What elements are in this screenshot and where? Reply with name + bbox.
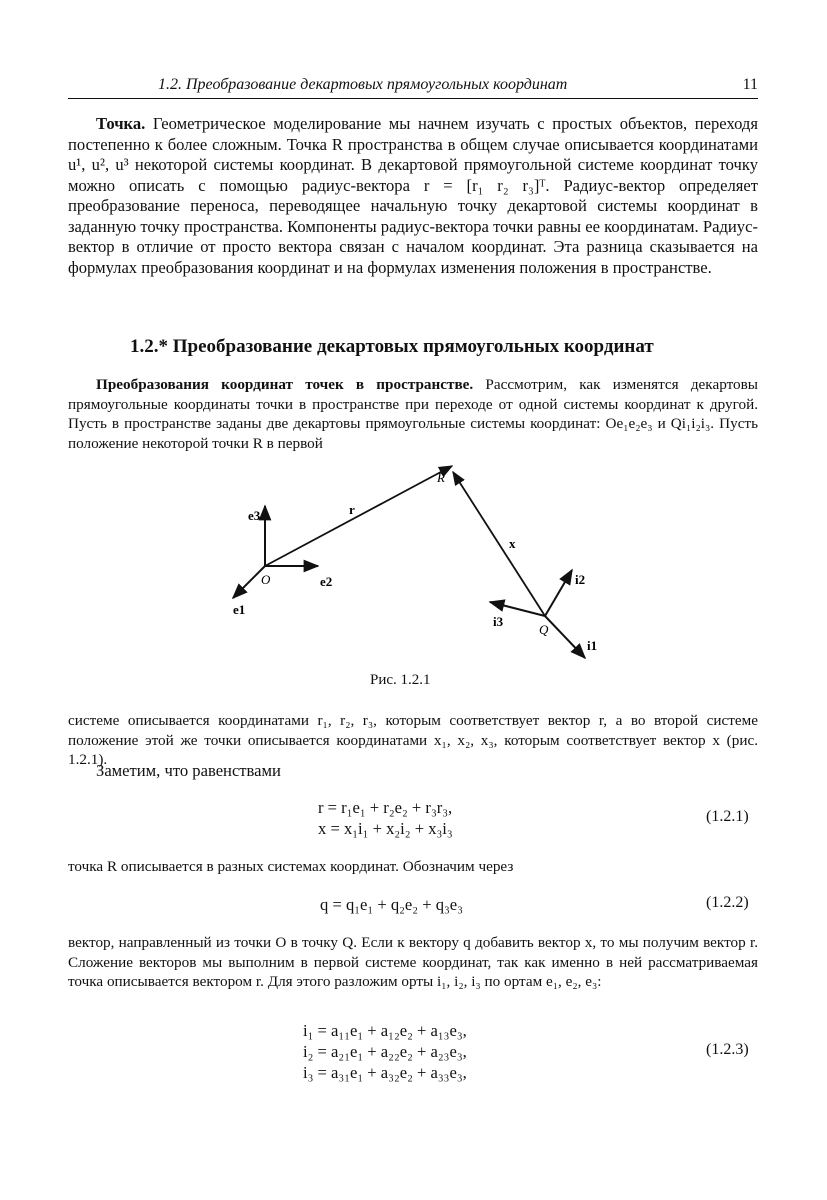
label-i2: i2 [575,572,586,587]
label-e1: e1 [233,602,246,617]
vector-r [265,466,452,566]
figure-caption: Рис. 1.2.1 [370,672,431,688]
body-paragraph-3: точка R описывается в разных системах координат. Обозначим через [68,858,514,875]
label-r: r [349,502,355,517]
intro-text: Геометрическое моделирование мы начнем изучать с простых объектов, переходя постепенно к более сложным. Точка R пространства в общем случае описывается координатами u¹, u², u³ некоторой системы координат. В декартовой прямоугольной системе координат точку можно описать с помощью радиус-вектора r = [r₁ r₂ r₃]ᵀ. Радиус-вектор определяет преобразование переноса, переводящее начальную точку декартовой системы координат в заданную точку пространства. Компоненты радиус-вектора точки равны ее координатам. Радиус-вектор в отличие от просто вектора связан с началом координат. Эта разница сказывается на формулах преобразования координат и на формулах изменения положения в пространстве. [68,114,758,277]
figure-coordinate-systems [215,458,615,663]
equation-1-2-2 [320,894,463,915]
body-paragraph-1: системе описывается координатами r₁, r₂, r₃, которым соответствует вектор r, а во второй системе положение этой же точки описывается координатами x₁, x₂, x₃, которым соответствует вектор x (рис. 1.2.1). [68,712,758,768]
label-i1: i1 [587,638,598,653]
section-lead: Преобразования координат точек в пространстве. [96,376,474,393]
section-heading: 1.2.* Преобразование декартовых прямоугольных координат [130,336,654,357]
eq3-line-1: i₁ = a₁₁e₁ + a₁₂e₂ + a₁₃e₃, [303,1021,467,1040]
label-e2: e2 [320,574,333,589]
vector-x [453,472,545,616]
eq1-line-1: r = r₁e₁ + r₂e₂ + r₃r₃, [318,798,453,817]
section-text: Рассмотрим, как изменятся декартовы прямоугольные координаты точки в пространстве при переходе от одной системы координат к другой. Пусть в пространстве заданы две декартовы прямоугольные системы координат: Oe₁e₂e₃ и Qi₁i₂i₃. Пусть положение некоторой точки R в первой [68,376,758,452]
label-e3: e3 [248,508,261,523]
label-i3: i3 [493,614,504,629]
axis-i1 [545,616,585,658]
body-paragraph-2-text: Заметим, что равенствами [96,761,281,780]
eq3-line-2: i₂ = a₂₁e₁ + a₂₂e₂ + a₂₃e₃, [303,1042,467,1061]
eq3-number: (1.2.3) [706,1041,749,1058]
header-section-title: 1.2. Преобразование декартовых прямоугольных координат [158,76,568,93]
label-Q: Q [539,622,549,637]
section-paragraph [68,375,758,453]
intro-paragraph [68,114,758,278]
eq2-number: (1.2.2) [706,894,749,911]
label-O: O [261,572,271,587]
label-R: R [437,470,445,485]
eq1-line-2: x = x₁i₁ + x₂i₂ + x₃i₃ [318,819,453,838]
figure-svg [215,458,615,663]
intro-lead: Точка. [96,114,146,133]
eq3-line-3: i₃ = a₃₁e₁ + a₃₂e₂ + a₃₃e₃, [303,1063,467,1082]
body-paragraph-4: вектор, направленный из точки O в точку Q. Если к вектору q добавить вектор x, то мы получим вектор r. Сложение векторов мы выполним в первой системе координат, так как именно в ней рассматриваемая точка описывается вектором r. Для этого разложим орты i₁, i₂, i₃ по ортам e₁, e₂, e₃: [68,934,758,990]
label-x: x [509,536,516,551]
page-number: 11 [742,76,758,93]
equation-1-2-1 [318,797,453,839]
equation-1-2-3 [303,1020,467,1083]
body-paragraph-2 [68,761,758,782]
axis-i2 [545,570,572,616]
running-header [68,76,758,99]
eq2-line-1: q = q₁e₁ + q₂e₂ + q₃e₃ [320,895,463,914]
eq1-number: (1.2.1) [706,808,749,825]
